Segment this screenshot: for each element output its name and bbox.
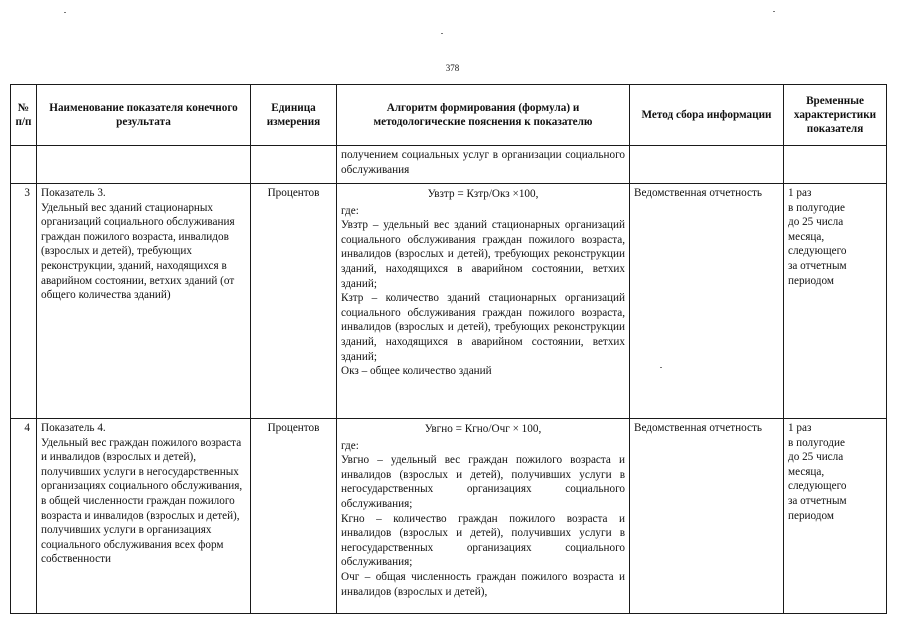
header-unit: Единица измерения [251,85,337,146]
header-indicator-name: Наименование показателя конечного результата [37,85,251,146]
cell-empty [11,146,37,184]
method-cell: Ведомственная отчетность [630,419,784,614]
timing-line: в полугодие [788,201,845,214]
timing-line: периодом [788,274,834,287]
formula-definition: Кгно – количество граждан пожилого возраста и инвалидов (взрослых и детей), получивших услуги в негосударственных организациях социального обслуживания; [341,512,625,569]
formula-definition: Очг – общая численность граждан пожилого возраста и инвалидов (взрослых и детей), [341,570,625,598]
cell-empty [784,146,887,184]
formula-definition: Окз – общее количество зданий [341,365,492,378]
formula: Увгно = Кгно/Очг × 100, [424,423,542,435]
scan-speck [773,11,775,12]
indicator-description: Удельный вес граждан пожилого возраста и инвалидов (взрослых и детей), получивших услуги в негосударственных организациях социального обслуживания, в общей численности граждан пожилого возраста и инвалидов (взрослых и детей), получивших услуги в организациях социального обслуживания всех форм собственности [41,436,243,566]
timing-line: следующего [788,245,847,258]
formula: Увзтр = Кзтр/Окз ×100, [427,188,539,200]
header-number: № п/п [11,85,37,146]
table-row [11,419,887,614]
timing-line: месяца, [788,465,825,478]
timing-line: в полугодие [788,436,845,449]
algorithm-cell [337,184,630,419]
formula-where: где: [341,204,359,217]
header-time-characteristics: Временные характеристики показателя [784,85,887,146]
timing-line: 1 раз [788,187,812,199]
cell-algorithm-continuation: получением социальных услуг в организации социального обслуживания [337,146,630,184]
indicator-title: Показатель 3. [41,187,106,199]
cell-empty [37,146,251,184]
unit-cell: Процентов [251,184,337,419]
timing-line: до 25 числа [788,216,844,229]
header-algorithm: Алгоритм формирования (формула) и методологические пояснения к показателю [337,85,630,146]
table-row-continuation [11,146,887,184]
cell-empty [251,146,337,184]
formula-definition: Увзтр – удельный вес зданий стационарных организаций социального обслуживания граждан пожилого возраста, инвалидов (взрослых и детей), требующих реконструкции зданий, находящихся в аварийном состоянии, ветхих зданий; [341,219,625,290]
formula-definition: Кзтр – количество зданий стационарных организаций социального обслуживания граждан пожилого возраста, инвалидов (взрослых и детей), требующих реконструкции зданий, находящихся в аварийном состоянии, ветхих зданий; [341,292,625,363]
indicator-title: Показатель 4. [41,422,106,434]
timing-line: периодом [788,509,834,522]
row-number: 3 [11,184,37,419]
timing-line: месяца, [788,230,825,243]
unit-cell: Процентов [251,419,337,614]
cell-empty [630,146,784,184]
indicator-name-cell [37,419,251,614]
scan-speck [64,12,66,13]
header-collection-method: Метод сбора информации [630,85,784,146]
timing-line: до 25 числа [788,451,844,464]
scan-speck [441,33,443,34]
timing-line: 1 раз [788,422,812,434]
timing-line: за отчетным [788,494,847,507]
row-number: 4 [11,419,37,614]
indicator-name-cell [37,184,251,419]
formula-definition: Увгно – удельный вес граждан пожилого возраста и инвалидов (взрослых и детей), получивших услуги в негосударственных организациях социального обслуживания; [341,454,625,510]
table-row [11,184,887,419]
page-number: 378 [445,63,460,73]
formula-where: где: [341,439,359,452]
method-cell: Ведомственная отчетность [630,184,784,419]
timing-cell [784,419,887,614]
algorithm-cell [337,419,630,614]
indicator-description: Удельный вес зданий стационарных организаций социального обслуживания граждан пожилого возраста, инвалидов (взрослых и детей), требующих реконструкции, зданий, находящихся в аварийном состоянии, ветхих зданий (от общего количества зданий) [41,201,235,302]
timing-line: следующего [788,480,847,493]
timing-line: за отчетным [788,259,847,272]
timing-cell [784,184,887,419]
indicator-table [10,84,887,614]
table-header-row [11,85,887,146]
